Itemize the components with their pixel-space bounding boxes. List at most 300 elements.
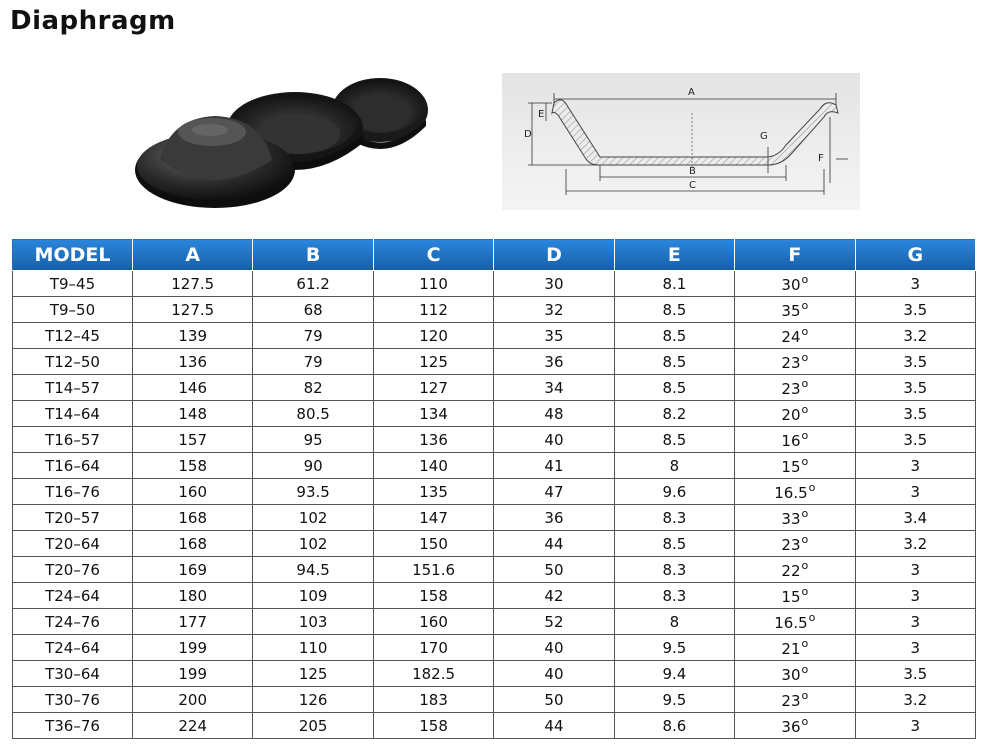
table-body — [13, 271, 976, 739]
cell-value: 82 — [303, 378, 323, 397]
table-cell — [494, 635, 614, 661]
cell-value: 8.6 — [662, 716, 687, 735]
cell-value: 23 — [781, 380, 801, 398]
cell-value: T30–64 — [45, 664, 100, 683]
degree-symbol: o — [801, 351, 809, 364]
column-header: F — [735, 239, 855, 271]
cell-value: 23 — [781, 536, 801, 554]
table-cell — [494, 609, 614, 635]
table-cell — [735, 687, 855, 713]
table-cell — [735, 453, 855, 479]
cell-value: 3.5 — [903, 300, 928, 319]
table-header-row — [13, 239, 976, 271]
cell-value: 102 — [298, 508, 328, 527]
cell-value: 32 — [544, 300, 564, 319]
table-row — [13, 297, 976, 323]
cell-value: 160 — [178, 482, 208, 501]
cell-value: 136 — [419, 430, 448, 449]
cell-value: 44 — [544, 534, 564, 553]
table-cell — [855, 687, 975, 713]
table-cell — [373, 271, 493, 297]
cell-value: 112 — [419, 300, 448, 319]
cell-value: T16–64 — [45, 456, 100, 475]
table-cell — [614, 635, 734, 661]
cell-value: 9.6 — [662, 482, 687, 501]
table-cell — [855, 505, 975, 531]
table-cell — [133, 505, 253, 531]
cell-value: 3 — [910, 482, 921, 501]
table-cell — [614, 375, 734, 401]
table-cell — [13, 323, 133, 349]
diaphragm-spec-table — [12, 238, 976, 739]
cell-value: 8 — [669, 456, 680, 475]
table-row — [13, 687, 976, 713]
cell-value: 9.4 — [662, 664, 687, 683]
table-cell — [855, 479, 975, 505]
cell-value: 23 — [781, 354, 801, 372]
cell-value: T16–57 — [45, 430, 100, 449]
table-cell — [253, 687, 373, 713]
table-cell — [735, 401, 855, 427]
cell-value: 125 — [419, 352, 448, 371]
degree-symbol: o — [801, 663, 809, 676]
table-cell — [13, 271, 133, 297]
table-cell — [133, 427, 253, 453]
cell-value: 8.5 — [662, 430, 687, 449]
cell-value: 134 — [419, 404, 448, 423]
cell-value: 16.5 — [774, 614, 808, 632]
table-cell — [855, 427, 975, 453]
cell-value: T36–76 — [45, 716, 100, 735]
cell-value: 50 — [544, 690, 564, 709]
cell-value: 110 — [298, 638, 328, 657]
diagram-label-d: D — [524, 129, 532, 140]
table-cell — [13, 349, 133, 375]
table-cell — [855, 401, 975, 427]
degree-symbol: o — [801, 715, 809, 728]
table-cell — [133, 557, 253, 583]
table-cell — [735, 271, 855, 297]
table-row — [13, 479, 976, 505]
diagram-label-g: G — [760, 131, 768, 142]
cell-value: 22 — [781, 562, 801, 580]
table-cell — [855, 531, 975, 557]
degree-symbol: o — [801, 273, 809, 286]
table-cell — [13, 505, 133, 531]
cell-value: 30 — [544, 274, 564, 293]
cell-value: 136 — [178, 352, 208, 371]
cell-value: 3.2 — [903, 534, 928, 553]
cell-value: 3.5 — [903, 430, 928, 449]
cell-value: T20–57 — [45, 508, 100, 527]
table-cell — [855, 349, 975, 375]
cell-value: 8.3 — [662, 560, 687, 579]
cell-value: 125 — [298, 664, 328, 683]
table-cell — [614, 531, 734, 557]
table-cell — [735, 661, 855, 687]
cell-value: 8.3 — [662, 508, 687, 527]
table-cell — [253, 479, 373, 505]
table-row — [13, 609, 976, 635]
table-cell — [735, 635, 855, 661]
cell-value: T24–76 — [45, 612, 100, 631]
degree-symbol: o — [801, 455, 809, 468]
table-cell — [614, 661, 734, 687]
diaphragm-photo — [130, 70, 440, 220]
table-cell — [614, 583, 734, 609]
table-cell — [253, 297, 373, 323]
table-cell — [133, 635, 253, 661]
cell-value: 47 — [544, 482, 564, 501]
table-row — [13, 323, 976, 349]
cell-value: 180 — [178, 586, 208, 605]
cell-value: 79 — [303, 352, 323, 371]
table-cell — [373, 661, 493, 687]
cell-value: 48 — [544, 404, 564, 423]
cell-value: 139 — [178, 326, 208, 345]
table-cell — [735, 505, 855, 531]
cell-value: 170 — [419, 638, 448, 657]
cell-value: 199 — [178, 638, 208, 657]
table-row — [13, 635, 976, 661]
diagram-label-b: B — [689, 166, 696, 177]
table-cell — [253, 661, 373, 687]
table-cell — [133, 661, 253, 687]
table-cell — [373, 297, 493, 323]
table-cell — [494, 583, 614, 609]
table-cell — [253, 349, 373, 375]
cell-value: 44 — [544, 716, 564, 735]
column-header: C — [373, 239, 493, 271]
cell-value: 24 — [781, 328, 801, 346]
degree-symbol: o — [801, 689, 809, 702]
degree-symbol: o — [801, 299, 809, 312]
table-cell — [855, 609, 975, 635]
table-cell — [373, 713, 493, 739]
cell-value: 110 — [419, 274, 448, 293]
degree-symbol: o — [801, 533, 809, 546]
cell-value: 35 — [544, 326, 564, 345]
table-cell — [614, 609, 734, 635]
cell-value: 3.5 — [903, 404, 928, 423]
cell-value: 183 — [419, 690, 448, 709]
table-cell — [133, 271, 253, 297]
cell-value: 168 — [178, 508, 208, 527]
cell-value: 36 — [544, 352, 564, 371]
cell-value: 127 — [419, 378, 448, 397]
cell-value: 8.5 — [662, 326, 687, 345]
table-cell — [735, 349, 855, 375]
table-cell — [735, 479, 855, 505]
table-cell — [614, 323, 734, 349]
table-row — [13, 531, 976, 557]
table-cell — [13, 297, 133, 323]
table-cell — [373, 505, 493, 531]
table-cell — [133, 349, 253, 375]
degree-symbol: o — [801, 637, 809, 650]
cell-value: 147 — [419, 508, 448, 527]
table-row — [13, 427, 976, 453]
table-cell — [253, 401, 373, 427]
table-cell — [614, 713, 734, 739]
cell-value: 15 — [781, 458, 801, 476]
cell-value: 158 — [178, 456, 208, 475]
cell-value: 8 — [669, 612, 680, 631]
table-cell — [855, 635, 975, 661]
cell-value: T20–64 — [45, 534, 100, 553]
cell-value: T24–64 — [45, 586, 100, 605]
table-cell — [735, 323, 855, 349]
degree-symbol: o — [801, 559, 809, 572]
cell-value: 94.5 — [296, 560, 330, 579]
cell-value: 79 — [303, 326, 323, 345]
cell-value: 148 — [178, 404, 208, 423]
table-row — [13, 271, 976, 297]
cell-value: 182.5 — [412, 664, 456, 683]
table-cell — [133, 323, 253, 349]
cell-value: 36 — [781, 718, 801, 736]
table-cell — [13, 375, 133, 401]
cell-value: 120 — [419, 326, 448, 345]
table-cell — [373, 479, 493, 505]
table-cell — [735, 297, 855, 323]
table-cell — [373, 375, 493, 401]
diagram-label-c: C — [689, 180, 696, 191]
table-cell — [13, 401, 133, 427]
table-cell — [133, 531, 253, 557]
table-cell — [735, 427, 855, 453]
cell-value: 40 — [544, 638, 564, 657]
table-cell — [373, 687, 493, 713]
diagram-label-e: E — [538, 109, 545, 120]
table-cell — [13, 635, 133, 661]
cell-value: 158 — [419, 586, 448, 605]
table-cell — [133, 583, 253, 609]
table-cell — [614, 687, 734, 713]
cell-value: 103 — [298, 612, 328, 631]
table-cell — [855, 661, 975, 687]
cell-value: 21 — [781, 640, 801, 658]
cell-value: 40 — [544, 664, 564, 683]
cell-value: 16.5 — [774, 484, 808, 502]
cell-value: T12–50 — [45, 352, 100, 371]
cell-value: 3 — [910, 586, 921, 605]
cell-value: 200 — [178, 690, 208, 709]
table-cell — [373, 531, 493, 557]
table-cell — [13, 609, 133, 635]
table-cell — [614, 349, 734, 375]
table-cell — [614, 427, 734, 453]
table-cell — [735, 557, 855, 583]
cell-value: 36 — [544, 508, 564, 527]
table-row — [13, 583, 976, 609]
table-cell — [735, 375, 855, 401]
degree-symbol: o — [808, 481, 816, 494]
column-header: E — [614, 239, 734, 271]
column-header: B — [253, 239, 373, 271]
table-row — [13, 713, 976, 739]
cell-value: 158 — [419, 716, 448, 735]
degree-symbol: o — [801, 429, 809, 442]
cell-value: 126 — [298, 690, 328, 709]
table-cell — [253, 427, 373, 453]
cell-value: 135 — [419, 482, 448, 501]
table-row — [13, 401, 976, 427]
table-cell — [614, 479, 734, 505]
cell-value: 3 — [910, 716, 921, 735]
degree-symbol: o — [801, 377, 809, 390]
table-cell — [253, 635, 373, 661]
diagram-label-a: A — [688, 87, 695, 98]
table-cell — [13, 479, 133, 505]
table-cell — [494, 297, 614, 323]
cell-value: 50 — [544, 560, 564, 579]
table-row — [13, 505, 976, 531]
degree-symbol: o — [801, 403, 809, 416]
cell-value: 3 — [910, 638, 921, 657]
table-cell — [133, 297, 253, 323]
table-cell — [614, 401, 734, 427]
cell-value: 42 — [544, 586, 564, 605]
table-cell — [253, 505, 373, 531]
table-cell — [735, 609, 855, 635]
cell-value: 3 — [910, 612, 921, 631]
cell-value: T9–50 — [49, 300, 96, 319]
cell-value: 3 — [910, 274, 921, 293]
table-cell — [855, 323, 975, 349]
table-cell — [13, 453, 133, 479]
table-cell — [614, 557, 734, 583]
table-cell — [373, 349, 493, 375]
table-cell — [253, 453, 373, 479]
table-cell — [133, 453, 253, 479]
cell-value: 93.5 — [296, 482, 330, 501]
cell-value: 8.3 — [662, 586, 687, 605]
table-cell — [614, 297, 734, 323]
table-cell — [614, 271, 734, 297]
cell-value: 68 — [303, 300, 323, 319]
table-cell — [494, 271, 614, 297]
cell-value: 8.1 — [662, 274, 687, 293]
cell-value: T16–76 — [45, 482, 100, 501]
cell-value: T12–45 — [45, 326, 100, 345]
cell-value: 160 — [419, 612, 448, 631]
table-cell — [13, 661, 133, 687]
table-cell — [373, 401, 493, 427]
table-cell — [133, 609, 253, 635]
table-cell — [253, 583, 373, 609]
cell-value: 3 — [910, 456, 921, 475]
table-cell — [133, 401, 253, 427]
cell-value: 168 — [178, 534, 208, 553]
column-header: D — [494, 239, 614, 271]
cell-value: T24–64 — [45, 638, 100, 657]
cell-value: 8.5 — [662, 352, 687, 371]
table-cell — [253, 375, 373, 401]
table-cell — [494, 479, 614, 505]
table-cell — [13, 713, 133, 739]
cell-value: T14–57 — [45, 378, 100, 397]
table-cell — [253, 271, 373, 297]
table-cell — [13, 427, 133, 453]
cell-value: 3.2 — [903, 326, 928, 345]
cell-value: 20 — [781, 406, 801, 424]
cell-value: 3.4 — [903, 508, 928, 527]
table-cell — [855, 557, 975, 583]
table-row — [13, 349, 976, 375]
cell-value: 3.5 — [903, 352, 928, 371]
table-cell — [133, 687, 253, 713]
table-cell — [494, 427, 614, 453]
table-cell — [494, 375, 614, 401]
table-cell — [494, 713, 614, 739]
table-cell — [735, 531, 855, 557]
table-cell — [13, 531, 133, 557]
cell-value: 23 — [781, 692, 801, 710]
table-cell — [614, 453, 734, 479]
cell-value: 15 — [781, 588, 801, 606]
table-cell — [855, 453, 975, 479]
column-header: A — [133, 239, 253, 271]
table-cell — [855, 271, 975, 297]
table-cell — [855, 713, 975, 739]
cell-value: 41 — [544, 456, 564, 475]
table-row — [13, 557, 976, 583]
table-cell — [13, 557, 133, 583]
table-cell — [494, 557, 614, 583]
table-cell — [373, 635, 493, 661]
table-cell — [373, 323, 493, 349]
cell-value: 3.5 — [903, 378, 928, 397]
table-cell — [133, 713, 253, 739]
cell-value: 3.5 — [903, 664, 928, 683]
cell-value: 199 — [178, 664, 208, 683]
cell-value: 35 — [781, 302, 801, 320]
cell-value: 127.5 — [171, 300, 215, 319]
diagram-label-f: F — [818, 153, 824, 164]
cell-value: 8.5 — [662, 300, 687, 319]
table-cell — [855, 375, 975, 401]
table-cell — [735, 583, 855, 609]
table-cell — [735, 713, 855, 739]
table-cell — [253, 713, 373, 739]
cell-value: 34 — [544, 378, 564, 397]
table-cell — [373, 427, 493, 453]
cell-value: T30–76 — [45, 690, 100, 709]
cell-value: 8.5 — [662, 534, 687, 553]
cell-value: 8.2 — [662, 404, 687, 423]
cell-value: 157 — [178, 430, 208, 449]
cell-value: 151.6 — [412, 560, 456, 579]
cell-value: 61.2 — [296, 274, 330, 293]
cell-value: 52 — [544, 612, 564, 631]
table-cell — [13, 583, 133, 609]
degree-symbol: o — [801, 507, 809, 520]
table-row — [13, 375, 976, 401]
cell-value: 9.5 — [662, 690, 687, 709]
table-cell — [373, 453, 493, 479]
cell-value: 3.2 — [903, 690, 928, 709]
table-cell — [855, 297, 975, 323]
table-cell — [373, 557, 493, 583]
table-cell — [614, 505, 734, 531]
cell-value: T20–76 — [45, 560, 100, 579]
table-cell — [253, 557, 373, 583]
cell-value: 224 — [178, 716, 208, 735]
cell-value: 40 — [544, 430, 564, 449]
table-cell — [253, 323, 373, 349]
cell-value: 205 — [298, 716, 328, 735]
